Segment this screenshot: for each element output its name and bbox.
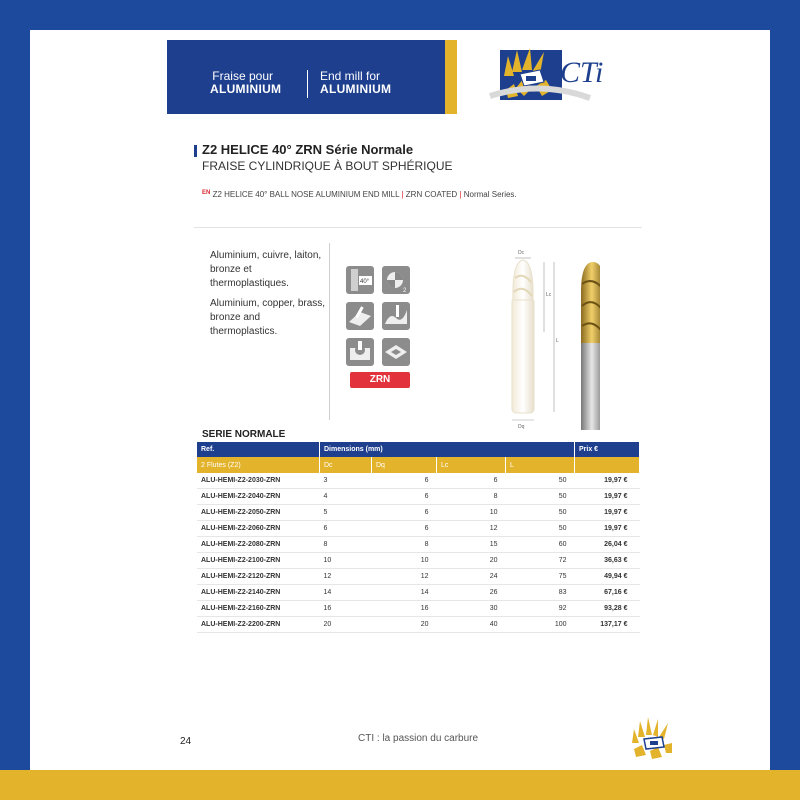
cell-price: 19,97 € — [575, 521, 640, 537]
product-title: Z2 HELICE 40° ZRN Série Normale — [202, 142, 414, 157]
cell-price: 19,97 € — [575, 505, 640, 521]
cti-logo — [460, 42, 640, 112]
col-l: L — [506, 457, 575, 473]
cell-lc: 6 — [437, 473, 506, 489]
price-table — [197, 442, 640, 633]
profiling-icon — [382, 302, 410, 330]
helix-angle-icon — [346, 266, 374, 294]
cell-l: 75 — [506, 569, 575, 585]
cell-dc: 20 — [320, 617, 372, 633]
cell-lc: 26 — [437, 585, 506, 601]
cell-l: 72 — [506, 553, 575, 569]
cell-l: 50 — [506, 489, 575, 505]
svg-text:40°: 40° — [360, 279, 370, 285]
cell-ref: ALU-HEMI-Z2-2050-ZRN — [197, 505, 320, 521]
cell-dq: 10 — [372, 553, 437, 569]
footer-logo — [626, 715, 676, 761]
col-dc: Dc — [320, 457, 372, 473]
product-subtitle: FRAISE CYLINDRIQUE À BOUT SPHÉRIQUE — [202, 159, 453, 173]
table-row — [197, 521, 640, 537]
cell-lc: 24 — [437, 569, 506, 585]
table-row — [197, 473, 640, 489]
cell-dc: 6 — [320, 521, 372, 537]
cell-l: 60 — [506, 537, 575, 553]
cell-dc: 5 — [320, 505, 372, 521]
cell-dc: 8 — [320, 537, 372, 553]
cell-dc: 12 — [320, 569, 372, 585]
cell-price: 36,63 € — [575, 553, 640, 569]
table-row — [197, 553, 640, 569]
cell-price: 93,28 € — [575, 601, 640, 617]
pocketing-icon — [382, 338, 410, 366]
header-fr-line2: ALUMINIUM — [210, 82, 282, 96]
catalog-page — [30, 30, 770, 770]
cell-l: 50 — [506, 505, 575, 521]
cell-price: 19,97 € — [575, 489, 640, 505]
slotting-icon — [346, 302, 374, 330]
table-row — [197, 569, 640, 585]
col-ref: Ref. — [197, 442, 320, 457]
cell-dq: 12 — [372, 569, 437, 585]
en-part2: ZRN COATED — [405, 190, 458, 199]
cell-dq: 6 — [372, 473, 437, 489]
cell-dc: 14 — [320, 585, 372, 601]
cell-dq: 6 — [372, 521, 437, 537]
logo-text: CTi — [560, 56, 604, 89]
dim-lc: Lc — [546, 292, 552, 298]
cell-lc: 30 — [437, 601, 506, 617]
title-marker — [194, 145, 197, 157]
table-row — [197, 537, 640, 553]
cell-lc: 8 — [437, 489, 506, 505]
materials-en: Aluminium, copper, brass, bronze and thermoplastics. — [210, 298, 326, 337]
header-en-line2: ALUMINIUM — [320, 82, 392, 96]
divider — [194, 227, 642, 228]
cell-dc: 4 — [320, 489, 372, 505]
cell-dq: 14 — [372, 585, 437, 601]
cell-l: 50 — [506, 473, 575, 489]
col-lc: Lc — [437, 457, 506, 473]
header-fr-line1: Fraise pour — [212, 69, 273, 83]
en-flag: EN — [202, 190, 211, 196]
col-price-empty — [575, 457, 640, 473]
cell-ref: ALU-HEMI-Z2-2160-ZRN — [197, 601, 320, 617]
series-heading: SERIE NORMALE — [202, 429, 286, 440]
tool-drawing — [460, 248, 600, 430]
table-header-row — [197, 442, 640, 457]
cell-price: 26,04 € — [575, 537, 640, 553]
cell-l: 100 — [506, 617, 575, 633]
cell-price: 137,17 € — [575, 617, 640, 633]
vertical-divider — [329, 243, 330, 420]
table-row — [197, 617, 640, 633]
cell-dq: 8 — [372, 537, 437, 553]
en-part3: Normal Series. — [463, 190, 517, 199]
col-price: Prix € — [575, 442, 640, 457]
cell-dq: 16 — [372, 601, 437, 617]
page-number: 24 — [180, 736, 192, 747]
header-en — [320, 70, 391, 96]
materials-fr: Aluminium, cuivre, laiton, bronze et thermoplastiques. — [210, 250, 322, 289]
cell-price: 67,16 € — [575, 585, 640, 601]
cell-ref: ALU-HEMI-Z2-2120-ZRN — [197, 569, 320, 585]
bottom-band — [0, 770, 800, 800]
col-dimensions: Dimensions (mm) — [320, 442, 575, 457]
dim-dq: Dq — [518, 424, 525, 430]
cell-lc: 15 — [437, 537, 506, 553]
separator: | — [401, 190, 404, 199]
cell-l: 83 — [506, 585, 575, 601]
svg-text:2: 2 — [403, 288, 407, 294]
en-part1: Z2 HELICE 40° BALL NOSE ALUMINIUM END MILL — [212, 190, 400, 199]
coating-badge: ZRN — [350, 372, 410, 388]
header-en-line1: End mill for — [320, 69, 381, 83]
header-band — [167, 40, 445, 114]
cell-ref: ALU-HEMI-Z2-2060-ZRN — [197, 521, 320, 537]
cell-ref: ALU-HEMI-Z2-2100-ZRN — [197, 553, 320, 569]
cell-lc: 12 — [437, 521, 506, 537]
cell-l: 50 — [506, 521, 575, 537]
header-divider — [307, 70, 308, 98]
cell-l: 92 — [506, 601, 575, 617]
flutes-label: 2 Flutes (Z2) — [197, 457, 320, 473]
col-dq: Dq — [372, 457, 437, 473]
header-accent — [445, 40, 457, 114]
cell-ref: ALU-HEMI-Z2-2140-ZRN — [197, 585, 320, 601]
cell-dc: 3 — [320, 473, 372, 489]
cell-dc: 16 — [320, 601, 372, 617]
table-row — [197, 585, 640, 601]
cell-dc: 10 — [320, 553, 372, 569]
cell-lc: 20 — [437, 553, 506, 569]
cell-lc: 10 — [437, 505, 506, 521]
cell-dq: 20 — [372, 617, 437, 633]
cell-dq: 6 — [372, 505, 437, 521]
two-flute-icon — [382, 266, 410, 294]
cell-price: 49,94 € — [575, 569, 640, 585]
cell-ref: ALU-HEMI-Z2-2200-ZRN — [197, 617, 320, 633]
dim-l: L — [556, 338, 559, 344]
table-row — [197, 489, 640, 505]
cell-dq: 6 — [372, 489, 437, 505]
separator: | — [459, 190, 462, 199]
cell-lc: 40 — [437, 617, 506, 633]
cell-ref: ALU-HEMI-Z2-2040-ZRN — [197, 489, 320, 505]
cell-ref: ALU-HEMI-Z2-2030-ZRN — [197, 473, 320, 489]
ball-nose-icon — [346, 338, 374, 366]
footer-tagline: CTI : la passion du carbure — [358, 733, 479, 744]
header-fr — [210, 69, 282, 96]
table-subheader-row — [197, 457, 640, 473]
dim-dc: Dc — [518, 250, 525, 256]
cell-price: 19,97 € — [575, 473, 640, 489]
cell-ref: ALU-HEMI-Z2-2080-ZRN — [197, 537, 320, 553]
table-row — [197, 505, 640, 521]
table-row — [197, 601, 640, 617]
english-description — [202, 190, 517, 199]
